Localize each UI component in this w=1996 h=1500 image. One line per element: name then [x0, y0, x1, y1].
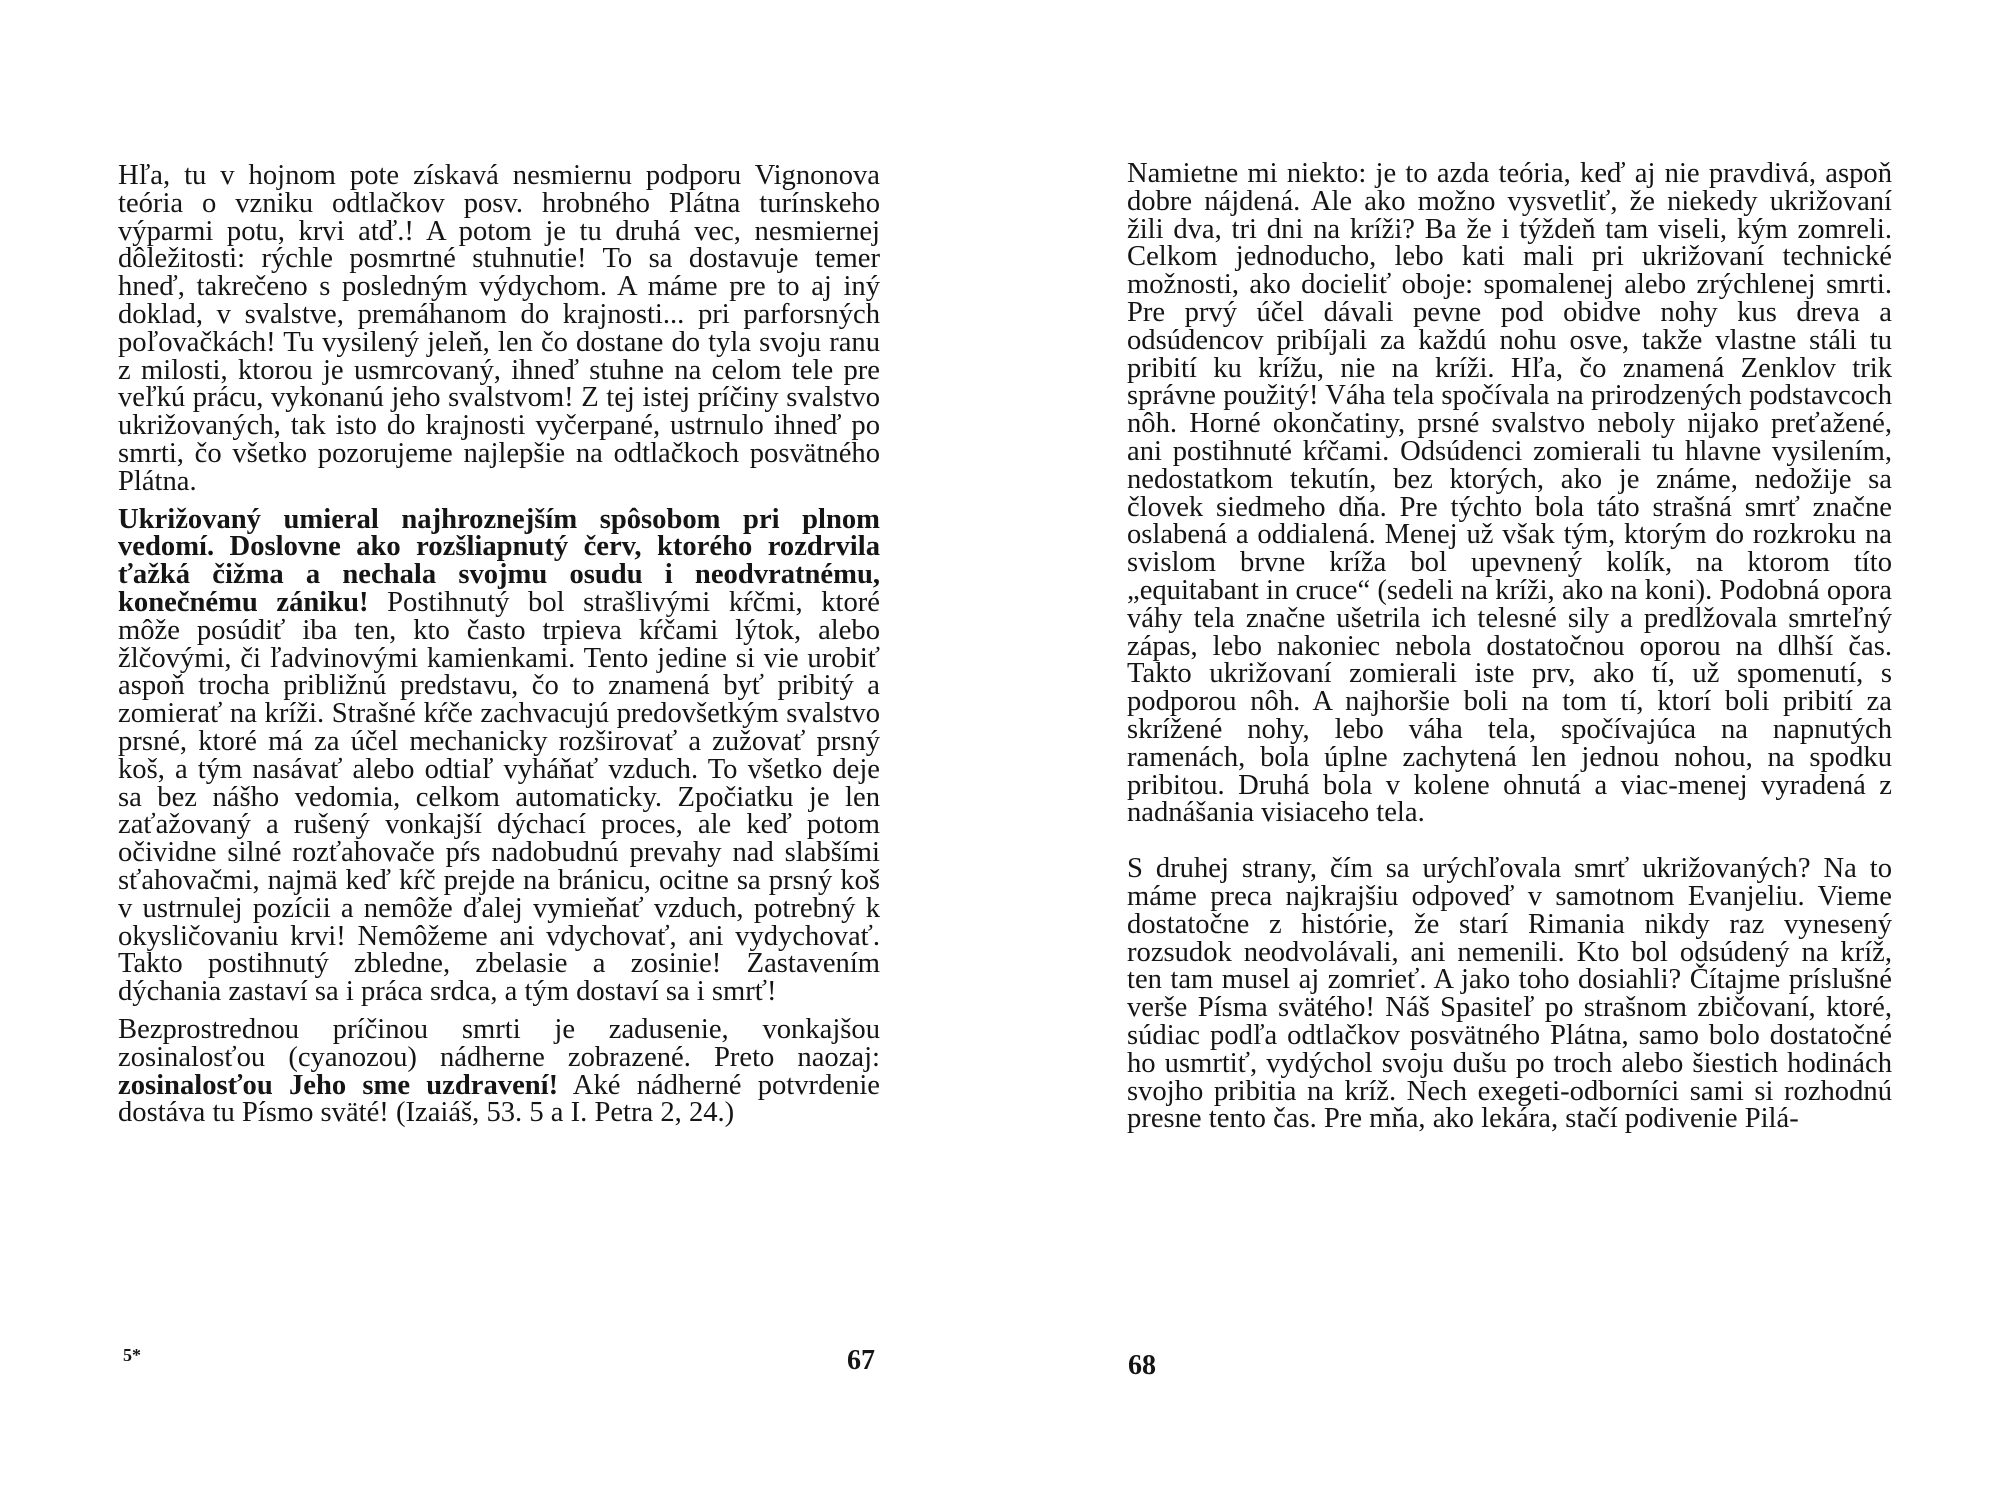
page-number-right: 68 — [1128, 1350, 1156, 1381]
body-text: Postihnutý bol strašlivými kŕčmi, ktoré môže posúdiť iba ten, kto často trpieva kŕčami lýtok, alebo žlčovými, či ľadvinovými kamienkami. Tento jedine si vie urobiť aspoň trocha približnú predstavu, čo to znamená byť pribitý a zomierať na kríži. Strašné kŕče zachvacujú predovšetkým svalstvo prsné, ktoré má za účel mechanicky rozširovať a zužovať prsný koš, a tým nasávať alebo odtiaľ vyháňať vzduch. To všetko deje sa bez nášho vedomia, celkom automaticky. Zpočiatku je len zaťažovaný a rušený vonkajší dýchací proces, ale keď potom očividne silné rozťahovače pŕs nadobudnú prevahy nad slabšími sťahovačmi, najmä keď kŕč prejde na bránicu, ocitne sa prsný koš v ustrnulej pozícii a nemôže ďalej vymieňať vzduch, potrebný k okysličovaniu krvi! Nemôžeme ani vdychovať, ani vydychovať. Takto postihnutý zbledne, zbelasie a zosinie! Zastavením dýchania zastaví sa i práca srdca, a tým dostaví sa i smrť! — [118, 586, 880, 1008]
paragraph — [1127, 160, 1892, 827]
right-page — [998, 0, 1996, 1500]
right-page-text — [1127, 160, 1892, 1133]
paragraph — [118, 162, 880, 496]
signature-mark: 5* — [123, 1345, 141, 1365]
emphasized-text: zosinalosťou Jeho sme uzdravení! — [118, 1069, 559, 1101]
emphasized-text: Ukrižovaný umieral najhroznejším spôsobom pri plnom vedomí. Doslovne ako rozšliapnutý červ, ktorého rozdrvila ťažká čižma a nechala svojmu osudu i neodvratnému, konečnému zániku! — [118, 503, 880, 618]
paragraph — [118, 1013, 880, 1129]
body-text: Aké nádherné potvrdenie dostáva tu Písmo sväté! (Izaiáš, 53. 5 a I. Petra 2, 24.) — [118, 1069, 880, 1129]
body-text: Bezprostrednou príčinou smrti je zadusenie, vonkajšou zosinalosťou (cyanozou) nádherne zobrazené. Preto naozaj: — [118, 1013, 880, 1073]
paragraph — [1127, 855, 1892, 1133]
page-number-left: 67 — [847, 1345, 875, 1376]
body-text: S druhej strany, čím sa urýchľovala smrť ukrižovaných? Na to máme preca najkrajšiu odpoveď v samotnom Evanjeliu. Vieme dostatočne z histórie, že starí Rimania nikdy raz vynesený rozsudok neodvolávali, ani nemenili. Kto bol odsúdený na kríž, ten tam musel aj zomrieť. A jako toho dosiahli? Čítajme príslušné verše Písma svätého! Náš Spasiteľ po strašnom zbičovaní, ktoré, súdiac podľa odtlačkov posvätného Plátna, samo bolo dostatočné ho usmrtiť, vydýchol svoju dušu po troch alebo šiestich hodinách svojho pribitia na kríž. Nech exegeti-odborníci sami si rozhodnú presne tento čas. Pre mňa, ako lekára, stačí podivenie Pilá- — [1127, 853, 1892, 1135]
body-text: Hľa, tu v hojnom pote získavá nesmiernu podporu Vignonova teória o vzniku odtlačkov posv. hrobného Plátna turínskeho výparmi potu, krvi atď.! A potom je tu druhá vec, nesmiernej dôležitosti: rýchle posmrtné stuhnutie! To sa dostavuje temer hneď, takrečeno s posledným výdychom. A máme pre to aj iný doklad, v svalstve, premáhanom do krajnosti... pri parforsných poľovačkách! Tu vysilený jeleň, len čo dostane do tyla svoju ranu z milosti, ktorou je usmrcovaný, ihneď stuhne na celom tele pre veľkú prácu, vykonanú jeho svalstvom! Z tej istej príčiny svalstvo ukrižovaných, tak isto do krajnosti vyčerpané, ustrnulo ihneď po smrti, čo všetko pozorujeme najlepšie na odtlačkoch posvätného Plátna. — [118, 160, 880, 497]
body-text: Namietne mi niekto: je to azda teória, keď aj nie pravdivá, aspoň dobre nájdená. Ale ako možno vysvetliť, že niekedy ukrižovaní žili dva, tri dni na kríži? Ba že i týždeň tam viseli, kým zomreli. Celkom jednoducho, lebo kati mali pri ukrižovaní technické možnosti, ako docieliť oboje: spomalenej alebo zrýchlenej smrti. Pre prvý účel dávali pevne pod obidve nohy kus dreva a odsúdencov pribíjali za každú nohu osve, takže vlastne stáli tu pribití ku krížu, nie na kríži. Hľa, čo znamená Zenklov trik správne použitý! Váha tela spočívala na prirodzených podstavcoch nôh. Horné okončatiny, prsné svalstvo neboly nijako preťažené, ani postihnuté kŕčami. Odsúdenci zomierali tu hlavne vysilením, nedostatkom tekutín, bez ktorých, ako je známe, nedožije sa človek siedmeho dňa. Pre týchto bola táto strašná smrť značne oslabená a oddialená. Menej už však tým, ktorým do rozkroku na svislom brvne kríža bol upevnený kolík, na ktorom títo „equitabant in cruce“ (sedeli na kríži, ako na koni). Podobná opora váhy tela značne ušetrila ich telesné sily a predlžovala smrteľný zápas, lebo nakoniec nebola dostatočnou oporou na dlhší čas. Takto ukrižovaní zomierali iste prv, ako tí, už spomenutí, s podporou nôh. A najhoršie boli na tom tí, ktorí boli pribití za skrížené nohy, lebo váha tela, spočívajúca na napnutých ramenách, bola úplne zachytená len jednou nohou, na spodku pribitou. Druhá bola v kolene ohnutá a viac-menej vyradená z nadnášania visiaceho tela. — [1127, 158, 1892, 829]
paragraph — [118, 503, 880, 1008]
left-page-text — [118, 162, 880, 1127]
